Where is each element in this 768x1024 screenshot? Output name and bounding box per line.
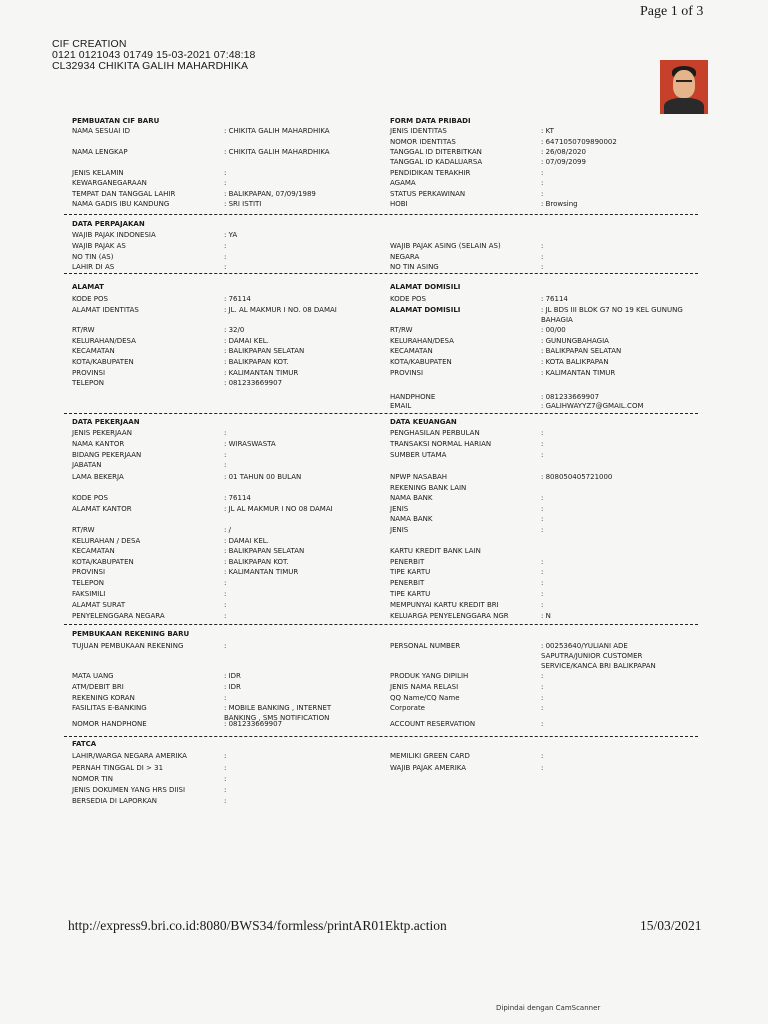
field-label: ALAMAT KANTOR	[72, 505, 132, 513]
field-label: NAMA BANK	[390, 494, 433, 502]
field-label: MATA UANG	[72, 672, 114, 680]
field-label: PENERBIT	[390, 579, 425, 587]
field-label: WAJIB PAJAK ASING (SELAIN AS)	[390, 242, 501, 250]
field-label: LAMA BEKERJA	[72, 473, 124, 481]
field-label: MEMPUNYAI KARTU KREDIT BRI	[390, 601, 499, 609]
field-label: PENDIDIKAN TERAKHIR	[390, 169, 471, 177]
field-label: TANGGAL ID KADALUARSA	[390, 158, 483, 166]
field-label: TUJUAN PEMBUKAAN REKENING	[72, 642, 184, 650]
field-value: :	[541, 579, 544, 587]
divider	[64, 273, 698, 274]
divider	[64, 214, 698, 215]
field-label: KELURAHAN / DESA	[72, 537, 141, 545]
field-label: KECAMATAN	[72, 547, 115, 555]
field-value: :	[541, 440, 544, 448]
field-value: : IDR	[224, 672, 241, 680]
field-value: :	[541, 190, 544, 198]
field-label: ACCOUNT RESERVATION	[390, 720, 476, 728]
field-value: :	[541, 590, 544, 598]
field-value: : JL AL MAKMUR I NO 08 DAMAI	[224, 505, 333, 513]
customer-photo	[660, 60, 708, 114]
field-label: FAKSIMILI	[72, 590, 106, 598]
field-label: ALAMAT DOMISILI	[390, 283, 461, 291]
scanner-watermark: Dipindai dengan CamScanner	[496, 1004, 601, 1012]
field-value: :	[541, 526, 544, 534]
field-value: :	[541, 704, 544, 712]
field-value: :	[541, 169, 544, 177]
field-label: ALAMAT DOMISILI	[390, 306, 461, 314]
field-value: : N	[541, 612, 551, 620]
field-label: TIPE KARTU	[390, 590, 431, 598]
field-value: : 76114	[224, 295, 251, 303]
field-value: : SRI ISTITI	[224, 200, 262, 208]
field-value: : 76114	[541, 295, 568, 303]
field-value: : DAMAI KEL.	[224, 537, 269, 545]
field-label: KODE POS	[390, 295, 426, 303]
field-label: ATM/DEBIT BRI	[72, 683, 124, 691]
field-label: NAMA LENGKAP	[72, 148, 128, 156]
field-value: : 00253640/YULIANI ADE	[541, 642, 628, 650]
field-value: :	[541, 683, 544, 691]
field-value: :	[224, 179, 227, 187]
field-label: SUMBER UTAMA	[390, 451, 447, 459]
field-value: : DAMAI KEL.	[224, 337, 269, 345]
field-value: :	[541, 179, 544, 187]
field-label: EMAIL	[390, 402, 412, 410]
field-value: SAPUTRA/JUNIOR CUSTOMER	[541, 652, 643, 660]
field-value: : CHIKITA GALIH MAHARDHIKA	[224, 127, 330, 135]
field-label: PENYELENGGARA NEGARA	[72, 612, 165, 620]
field-label: NOMOR IDENTITAS	[390, 138, 456, 146]
field-label: RT/RW	[72, 326, 95, 334]
field-value: :	[541, 752, 544, 760]
field-value: :	[224, 429, 227, 437]
field-label: PROVINSI	[72, 369, 106, 377]
field-value: : 26/08/2020	[541, 148, 586, 156]
field-label: REKENING BANK LAIN	[390, 484, 467, 492]
field-value: :	[224, 797, 227, 805]
field-label: TELEPON	[72, 379, 104, 387]
field-label: NOMOR HANDPHONE	[72, 720, 147, 728]
field-value: :	[541, 253, 544, 261]
field-value: :	[224, 263, 227, 271]
field-label: AGAMA	[390, 179, 416, 187]
field-value: : 01 TAHUN 00 BULAN	[224, 473, 302, 481]
field-label: ALAMAT	[72, 283, 104, 291]
field-value: :	[224, 642, 227, 650]
field-label: PERNAH TINGGAL DI > 31	[72, 764, 164, 772]
field-value: : /	[224, 526, 231, 534]
field-label: KODE POS	[72, 494, 108, 502]
field-value: :	[224, 253, 227, 261]
field-label: Corporate	[390, 704, 425, 712]
field-value: :	[224, 242, 227, 250]
field-value: : 76114	[224, 494, 251, 502]
field-value: : KALIMANTAN TIMUR	[541, 369, 616, 377]
field-label: TELEPON	[72, 579, 104, 587]
field-value: :	[224, 590, 227, 598]
header-customer: CL32934 CHIKITA GALIH MAHARDHIKA	[52, 60, 249, 72]
field-label: JENIS PEKERJAAN	[72, 429, 132, 437]
field-value: : CHIKITA GALIH MAHARDHIKA	[224, 148, 330, 156]
field-value: :	[224, 601, 227, 609]
field-value: : 07/09/2099	[541, 158, 586, 166]
field-value: : 32/0	[224, 326, 245, 334]
field-label: NO TIN ASING	[390, 263, 439, 271]
field-label: LAHIR DI AS	[72, 263, 115, 271]
header-timestamp: 0121 0121043 01749 15-03-2021 07:48:18	[52, 49, 256, 61]
field-value: : WIRASWASTA	[224, 440, 276, 448]
field-label: PENGHASILAN PERBULAN	[390, 429, 480, 437]
field-value: : KOTA BALIKPAPAN	[541, 358, 609, 366]
field-value: :	[541, 694, 544, 702]
field-value: :	[224, 169, 227, 177]
field-value: : IDR	[224, 683, 241, 691]
field-label: JENIS KELAMIN	[72, 169, 124, 177]
field-value: :	[224, 786, 227, 794]
field-label: TIPE KARTU	[390, 568, 431, 576]
field-label: TRANSAKSI NORMAL HARIAN	[390, 440, 492, 448]
field-label: FASILITAS E-BANKING	[72, 704, 147, 712]
field-value: :	[541, 568, 544, 576]
field-value: BANKING , SMS NOTIFICATION	[224, 714, 330, 722]
field-label: PROVINSI	[72, 568, 106, 576]
field-label: FORM DATA PRIBADI	[390, 117, 471, 125]
field-label: JENIS	[390, 505, 409, 513]
field-value: : JL. AL MAKMUR I NO. 08 DAMAI	[224, 306, 337, 314]
field-label: WAJIB PAJAK INDONESIA	[72, 231, 156, 239]
field-label: NO TIN (AS)	[72, 253, 114, 261]
field-label: HANDPHONE	[390, 393, 436, 401]
field-label: DATA KEUANGAN	[390, 418, 457, 426]
field-value: :	[541, 764, 544, 772]
field-label: JENIS IDENTITAS	[390, 127, 447, 135]
field-label: QQ Name/CQ Name	[390, 694, 460, 702]
field-label: NEGARA	[390, 253, 420, 261]
field-label: PROVINSI	[390, 369, 424, 377]
field-label: DATA PEKERJAAN	[72, 418, 140, 426]
field-value: :	[224, 579, 227, 587]
field-label: KOTA/KABUPATEN	[72, 558, 134, 566]
field-label: ALAMAT SURAT	[72, 601, 126, 609]
field-value: :	[541, 429, 544, 437]
divider	[64, 413, 698, 414]
field-value: : BALIKPAPAN SELATAN	[224, 547, 305, 555]
field-value: : BALIKPAPAN SELATAN	[541, 347, 622, 355]
field-label: NAMA KANTOR	[72, 440, 125, 448]
field-label: KEWARGANEGARAAN	[72, 179, 147, 187]
field-value: : 081233669907	[224, 379, 283, 387]
field-value: :	[541, 672, 544, 680]
field-value: : KT	[541, 127, 554, 135]
field-value: BAHAGIA	[541, 316, 573, 324]
field-label: BIDANG PEKERJAAN	[72, 451, 142, 459]
field-label: NAMA SESUAI ID	[72, 127, 131, 135]
field-value: : 808050405721000	[541, 473, 613, 481]
field-label: PRODUK YANG DIPILIH	[390, 672, 469, 680]
field-value: : MOBILE BANKING , INTERNET	[224, 704, 332, 712]
field-value: SERVICE/KANCA BRI BALIKPAPAN	[541, 662, 656, 670]
field-label: KECAMATAN	[72, 347, 115, 355]
field-value: : JL BDS III BLOK G7 NO 19 KEL GUNUNG	[541, 306, 683, 314]
field-label: REKENING KORAN	[72, 694, 135, 702]
field-value: :	[224, 461, 227, 469]
field-value: : YA	[224, 231, 238, 239]
field-label: STATUS PERKAWINAN	[390, 190, 466, 198]
field-value: : BALIKPAPAN SELATAN	[224, 347, 305, 355]
field-label: KARTU KREDIT BANK LAIN	[390, 547, 481, 555]
field-label: WAJIB PAJAK AMERIKA	[390, 764, 467, 772]
field-value: :	[224, 764, 227, 772]
field-label: NPWP NASABAH	[390, 473, 448, 481]
header-title: CIF CREATION	[52, 38, 127, 50]
field-value: :	[541, 505, 544, 513]
field-label: NOMOR TIN	[72, 775, 113, 783]
field-value: : BALIKPAPAN KOT.	[224, 558, 289, 566]
field-value: : 081233669907	[541, 393, 600, 401]
field-label: JENIS NAMA RELASI	[390, 683, 459, 691]
field-value: : 00/00	[541, 326, 566, 334]
footer-date: 15/03/2021	[640, 918, 702, 933]
field-value: : 081233669907	[224, 720, 283, 728]
divider	[64, 624, 698, 625]
field-value: :	[541, 263, 544, 271]
field-value: :	[541, 720, 544, 728]
field-value: :	[224, 451, 227, 459]
field-label: WAJIB PAJAK AS	[72, 242, 126, 250]
field-label: KOTA/KABUPATEN	[390, 358, 452, 366]
field-value: : KALIMANTAN TIMUR	[224, 568, 299, 576]
field-label: KODE POS	[72, 295, 108, 303]
field-value: : BALIKPAPAN KOT.	[224, 358, 289, 366]
field-label: KECAMATAN	[390, 347, 433, 355]
page-number: Page 1 of 3	[640, 4, 704, 19]
field-value: : GALIHWAYYZ7@GMAIL.COM	[541, 402, 644, 410]
field-value: :	[224, 752, 227, 760]
field-value: :	[541, 451, 544, 459]
field-value: :	[541, 494, 544, 502]
field-label: KOTA/KABUPATEN	[72, 358, 134, 366]
field-value: :	[541, 242, 544, 250]
field-label: PENERBIT	[390, 558, 425, 566]
field-label: NAMA BANK	[390, 515, 433, 523]
field-value: : KALIMANTAN TIMUR	[224, 369, 299, 377]
field-value: :	[541, 515, 544, 523]
field-label: RT/RW	[72, 526, 95, 534]
divider	[64, 736, 698, 737]
field-label: PEMBUKAAN REKENING BARU	[72, 630, 190, 638]
footer-url: http://express9.bri.co.id:8080/BWS34/formless/printAR01Ektp.action	[68, 918, 447, 933]
field-label: JENIS DOKUMEN YANG HRS DIISI	[72, 786, 186, 794]
field-label: FATCA	[72, 740, 97, 748]
field-label: HOBI	[390, 200, 408, 208]
field-label: JABATAN	[72, 461, 102, 469]
field-label: BERSEDIA DI LAPORKAN	[72, 797, 158, 805]
field-value: : BALIKPAPAN, 07/09/1989	[224, 190, 316, 198]
field-label: TEMPAT DAN TANGGAL LAHIR	[72, 190, 176, 198]
field-label: NAMA GADIS IBU KANDUNG	[72, 200, 170, 208]
field-value: :	[541, 558, 544, 566]
field-label: PERSONAL NUMBER	[390, 642, 461, 650]
field-value: : Browsing	[541, 200, 578, 208]
field-label: JENIS	[390, 526, 409, 534]
field-label: KELUARGA PENYELENGGARA NGR	[390, 612, 509, 620]
field-label: MEMILIKI GREEN CARD	[390, 752, 470, 760]
field-label: LAHIR/WARGA NEGARA AMERIKA	[72, 752, 187, 760]
field-label: ALAMAT IDENTITAS	[72, 306, 139, 314]
field-label: KELURAHAN/DESA	[72, 337, 136, 345]
field-label: RT/RW	[390, 326, 413, 334]
field-value: :	[224, 612, 227, 620]
field-label: TANGGAL ID DITERBITKAN	[390, 148, 482, 156]
field-value: : 6471050709890002	[541, 138, 617, 146]
field-value: :	[224, 775, 227, 783]
field-label: KELURAHAN/DESA	[390, 337, 454, 345]
field-label: PEMBUATAN CIF BARU	[72, 117, 160, 125]
field-value: :	[224, 694, 227, 702]
field-value: :	[541, 601, 544, 609]
field-value: : GUNUNGBAHAGIA	[541, 337, 609, 345]
field-label: DATA PERPAJAKAN	[72, 220, 145, 228]
